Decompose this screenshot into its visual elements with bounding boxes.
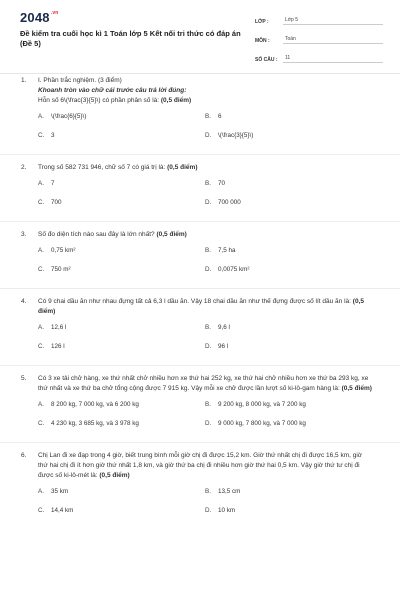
option-text: 0,75 km² — [51, 247, 76, 254]
option-letter: A. — [38, 401, 44, 408]
option-letter: C. — [38, 507, 45, 514]
option-letter: A. — [38, 324, 44, 331]
answer-option[interactable] — [38, 179, 205, 189]
points-label: (0,5 điểm) — [99, 472, 130, 479]
prompt-text: Có 3 xe tải chở hàng, xe thứ nhất chở nhiều hơn xe thứ hai 252 kg, xe thứ hai chở nhiều hơn xe thứ ba 293 kg, xe thứ nhất và xe thứ ba chở tổng cộng được 7 915 kg. Vậy mỗi xe chở được lần lượt số ki-lô-gam hàng là: — [38, 375, 369, 392]
option-text: 7 — [51, 180, 55, 187]
option-text: 96 l — [218, 343, 229, 350]
answer-option[interactable] — [38, 487, 205, 497]
answer-option[interactable] — [38, 131, 205, 141]
question-item — [0, 374, 400, 438]
answer-options — [38, 112, 372, 150]
option-text: 70 — [218, 180, 226, 187]
question-item — [0, 297, 400, 361]
page-title: Đề kiểm tra cuối học kì 1 Toán lớp 5 Kết nối tri thức có đáp án (Đề 5) — [20, 29, 241, 48]
question-item — [0, 230, 400, 284]
points-label: (0,5 điểm) — [38, 298, 364, 315]
option-text: 6 — [218, 113, 222, 120]
question-prompt — [38, 297, 372, 317]
option-letter: A. — [38, 488, 44, 495]
prompt-text: Chị Lan đi xe đạp trong 4 giờ, biết trung bình mỗi giờ chị đi được 15,2 km. Giờ thứ nhất chị đi được 16,5 km, giờ thứ hai chị đi ít hơn giờ thứ nhất 1,8 km, và giờ thứ ba chị đi nhiều hơn giờ thứ hai 0,5 km. Vậy giờ thứ tư chị đi được số ki-lô-mét là: — [38, 452, 363, 479]
question-prompt — [38, 374, 372, 394]
answer-option[interactable] — [38, 506, 205, 516]
meta-label: MÔN : — [255, 38, 270, 44]
option-text: 13,5 cm — [218, 488, 241, 495]
answer-option[interactable] — [205, 179, 372, 189]
option-letter: B. — [205, 113, 211, 120]
question-prompt — [38, 96, 372, 106]
answer-option[interactable] — [38, 198, 205, 208]
answer-option[interactable] — [205, 265, 372, 275]
answer-option[interactable] — [205, 506, 372, 516]
points-label: (0,5 điểm) — [341, 385, 372, 392]
answer-option[interactable] — [205, 419, 372, 429]
answer-option[interactable] — [38, 323, 205, 333]
option-text: 14,4 km — [51, 507, 74, 514]
site-logo[interactable]: $2048^{.vn}$ — [20, 10, 59, 25]
option-text: 3 — [51, 132, 55, 139]
meta-value: Toán — [283, 36, 383, 44]
option-letter: A. — [38, 247, 44, 254]
option-text: \(\frac{3}{5}\) — [218, 132, 254, 139]
question-prompt — [38, 230, 372, 240]
answer-options — [38, 323, 372, 361]
question-divider — [0, 221, 400, 222]
answer-options — [38, 179, 372, 217]
option-letter: D. — [205, 132, 212, 139]
option-letter: A. — [38, 180, 44, 187]
option-text: 9 000 kg, 7 800 kg, và 7 000 kg — [218, 420, 306, 427]
points-label: (0,5 điểm) — [167, 164, 198, 171]
answer-options — [38, 487, 372, 525]
section-heading: I. Phần trắc nghiệm. (3 điểm) — [38, 77, 122, 84]
question-divider — [0, 442, 400, 443]
option-letter: B. — [205, 324, 211, 331]
option-letter: C. — [38, 266, 45, 273]
answer-option[interactable] — [205, 112, 372, 122]
header — [0, 0, 400, 70]
option-text: 750 m² — [51, 266, 71, 273]
answer-option[interactable] — [38, 342, 205, 352]
answer-option[interactable] — [38, 400, 205, 410]
option-letter: B. — [205, 180, 211, 187]
header-divider — [0, 73, 400, 74]
meta-value: 11 — [283, 55, 383, 63]
meta-label: LỚP : — [255, 19, 269, 25]
meta-row-class — [255, 14, 383, 25]
option-letter: C. — [38, 199, 45, 206]
answer-option[interactable] — [205, 131, 372, 141]
answer-option[interactable] — [205, 487, 372, 497]
option-text: 4 230 kg, 3 685 kg, và 3 978 kg — [51, 420, 139, 427]
option-text: 9,6 l — [218, 324, 230, 331]
option-letter: D. — [205, 420, 212, 427]
answer-option[interactable] — [38, 246, 205, 256]
points-label: (0,5 điểm) — [160, 97, 192, 104]
option-text: 10 km — [218, 507, 236, 514]
answer-option[interactable] — [205, 323, 372, 333]
prompt-text: Số đo diện tích nào sau đây là lớn nhất? — [38, 231, 155, 238]
option-letter: B. — [205, 247, 211, 254]
answer-option[interactable] — [205, 198, 372, 208]
question-number: 5. — [21, 375, 27, 382]
question-list — [0, 76, 400, 525]
option-letter: C. — [38, 132, 45, 139]
option-letter: D. — [205, 266, 212, 273]
answer-option[interactable] — [38, 112, 205, 122]
answer-options — [38, 400, 372, 438]
question-item — [0, 76, 400, 150]
option-text: \(\frac{6}{5}\) — [51, 113, 87, 120]
meta-row-subject — [255, 33, 383, 44]
question-item — [0, 451, 400, 525]
answer-options — [38, 246, 372, 284]
question-divider — [0, 288, 400, 289]
answer-option[interactable] — [38, 265, 205, 275]
instruction-text: Khoanh tròn vào chữ cái trước câu trả lời đúng: — [38, 87, 187, 94]
prompt-text: Trong số 582 731 946, chữ số 7 có giá trị là: — [38, 164, 166, 171]
option-text: 126 l — [51, 343, 65, 350]
option-text: 700 000 — [218, 199, 241, 206]
option-letter: D. — [205, 199, 212, 206]
option-letter: B. — [205, 488, 211, 495]
question-number: 3. — [21, 231, 27, 238]
meta-value: Lớp 5 — [283, 17, 383, 25]
question-number: 4. — [21, 298, 27, 305]
question-item — [0, 163, 400, 217]
meta-row-count — [255, 52, 383, 63]
option-text: 9 200 kg, 8 000 kg, và 7 200 kg — [218, 401, 306, 408]
answer-option[interactable] — [205, 342, 372, 352]
answer-option[interactable] — [205, 246, 372, 256]
question-number: 6. — [21, 452, 27, 459]
option-text: 7,5 ha — [218, 247, 236, 254]
question-prompt — [38, 451, 372, 481]
points-label: (0,5 điểm) — [156, 231, 187, 238]
question-divider — [0, 154, 400, 155]
answer-option[interactable] — [38, 419, 205, 429]
option-text: 0,0075 km² — [218, 266, 250, 273]
option-text: 8 200 kg, 7 000 kg, và 6 200 kg — [51, 401, 139, 408]
option-letter: D. — [205, 507, 212, 514]
answer-option[interactable] — [205, 400, 372, 410]
option-letter: C. — [38, 343, 45, 350]
prompt-text: Hỗn số 6\(\frac{3}{5}\) có phần phân số là: — [38, 97, 160, 104]
question-divider — [0, 365, 400, 366]
option-letter: B. — [205, 401, 211, 408]
question-number: 1. — [21, 77, 27, 84]
question-prompt — [38, 163, 372, 173]
option-text: 700 — [51, 199, 62, 206]
option-letter: C. — [38, 420, 45, 427]
option-letter: A. — [38, 113, 44, 120]
option-text: 12,6 l — [51, 324, 67, 331]
question-number: 2. — [21, 164, 27, 171]
option-letter: D. — [205, 343, 212, 350]
prompt-text: Có 9 chai dầu ăn như nhau đựng tất cả 6,3 l dầu ăn. Vậy 18 chai dầu ăn như thế đựng được số lít dầu ăn là: — [38, 298, 351, 305]
option-text: 35 km — [51, 488, 69, 495]
meta-info — [255, 14, 383, 71]
meta-label: SỐ CÂU : — [255, 57, 278, 63]
